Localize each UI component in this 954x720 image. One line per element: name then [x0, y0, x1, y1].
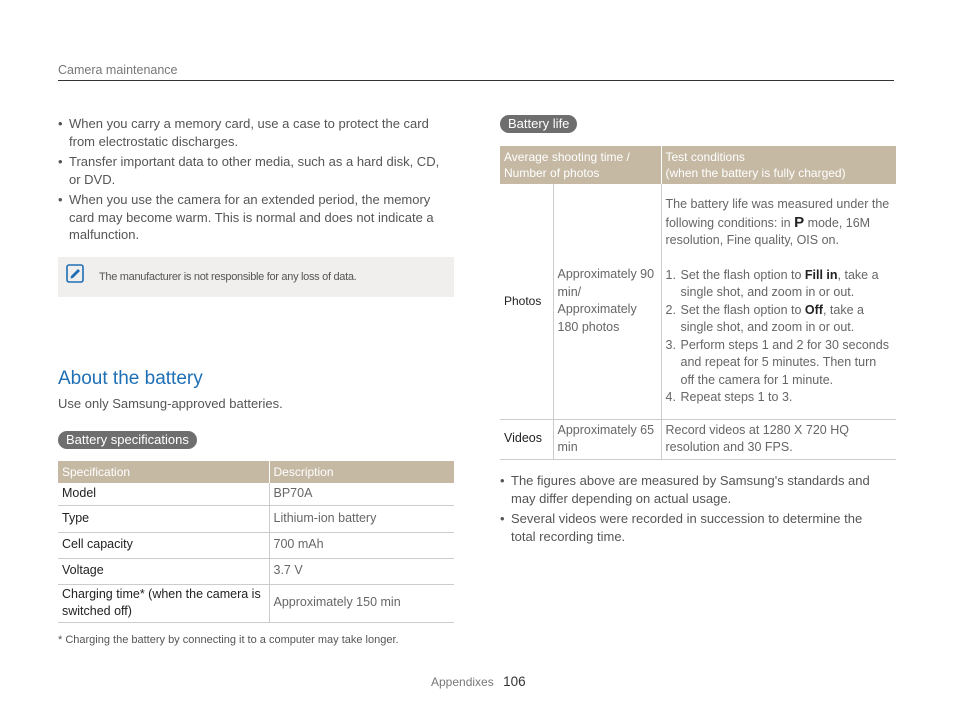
column-header-line: (when the battery is fully charged): [665, 166, 846, 180]
section-title: About the battery: [58, 368, 203, 389]
note-pencil-icon: [64, 263, 86, 285]
spec-name: Type: [58, 505, 269, 532]
column-header: [661, 146, 896, 184]
flash-option: Fill in: [804, 267, 838, 282]
header-divider: [58, 80, 894, 81]
condition-part: mode, 16M resolution, Fine quality, OIS on.: [665, 215, 871, 247]
battery-life-notes: [500, 472, 890, 548]
table-row: [500, 419, 896, 459]
battery-life-heading: Battery life: [500, 115, 577, 133]
list-item: [666, 337, 893, 390]
step-text: Set the flash option to: [680, 267, 802, 282]
test-steps: [666, 267, 893, 407]
column-header: Description: [269, 461, 454, 483]
spec-value: 3.7 V: [269, 558, 454, 584]
shooting-time: Approximately 90 min/ Approximately 180 photos: [553, 184, 661, 419]
note-box: [58, 257, 454, 297]
row-label: Videos: [500, 419, 553, 459]
battery-specs-heading: Battery specifications: [58, 431, 197, 449]
table-row: [500, 184, 896, 419]
program-mode-icon: P: [794, 213, 805, 231]
battery-life-table: [500, 146, 896, 460]
spec-value: Approximately 150 min: [269, 584, 454, 622]
row-label: Photos: [500, 184, 553, 419]
test-conditions: [661, 184, 896, 419]
table-row: [58, 505, 454, 532]
bullet-item: • When you use the camera for an extended period, the memory card may become warm. This is normal and does not indicate a malfunction.: [58, 191, 454, 244]
page-footer: [431, 674, 526, 689]
list-item: • The figures above are measured by Samsung's standards and may differ depending on actual usage.: [500, 472, 890, 507]
table-row: [58, 558, 454, 584]
spec-value: 700 mAh: [269, 532, 454, 558]
column-header: Specification: [58, 461, 269, 483]
note-text: The manufacturer is not responsible for any loss of data.: [99, 271, 357, 283]
section-subtitle: Use only Samsung-approved batteries.: [58, 396, 283, 411]
table-row: [58, 532, 454, 558]
footer-label: Appendixes: [431, 675, 494, 689]
step-text: , take a single shot, and zoom in or out.: [680, 302, 864, 334]
table-row: [58, 483, 454, 505]
bullet-item: • Transfer important data to other media, such as a hard disk, CD, or DVD.: [58, 153, 454, 188]
footnote: * Charging the battery by connecting it to a computer may take longer.: [58, 634, 399, 646]
list-item: • Several videos were recorded in succession to determine the total recording time.: [500, 510, 890, 545]
table-row: [58, 584, 454, 622]
step-number: 1.: [665, 267, 676, 282]
spec-name: Voltage: [58, 558, 269, 584]
spec-name: Model: [58, 483, 269, 505]
column-header-line: Test conditions: [665, 150, 745, 164]
step-text: Repeat steps 1 to 3.: [680, 390, 793, 404]
list-item: [666, 267, 893, 302]
spec-value: Lithium-ion battery: [269, 505, 454, 532]
spec-value: BP70A: [269, 483, 454, 505]
spec-name: Cell capacity: [58, 532, 269, 558]
column-header: Average shooting time / Number of photos: [500, 146, 661, 184]
step-number: 3.: [665, 337, 676, 352]
condition-text: [666, 196, 893, 250]
test-conditions: Record videos at 1280 X 720 HQ resolution and 30 FPS.: [661, 419, 896, 459]
intro-bullets: [58, 115, 454, 247]
flash-option: Off: [804, 302, 823, 317]
section-header: Camera maintenance: [58, 63, 178, 77]
condition-part: The battery life was measured under the following conditions: in: [665, 197, 890, 230]
step-number: 4.: [665, 390, 676, 404]
spec-name: Charging time* (when the camera is switched off): [58, 584, 269, 622]
bullet-item: • When you carry a memory card, use a case to protect the card from electrostatic discharges.: [58, 115, 454, 150]
step-number: 2.: [665, 302, 676, 317]
shooting-time: Approximately 65 min: [553, 419, 661, 459]
list-item: [666, 302, 893, 337]
step-text: Perform steps 1 and 2 for 30 seconds and repeat for 5 minutes. Then turn off the camera for 1 minute.: [680, 337, 889, 387]
battery-specs-table: [58, 461, 454, 623]
step-text: , take a single shot, and zoom in or out.: [680, 267, 879, 299]
list-item: [666, 389, 893, 407]
page-number: 106: [503, 674, 526, 689]
step-text: Set the flash option to: [680, 302, 802, 317]
